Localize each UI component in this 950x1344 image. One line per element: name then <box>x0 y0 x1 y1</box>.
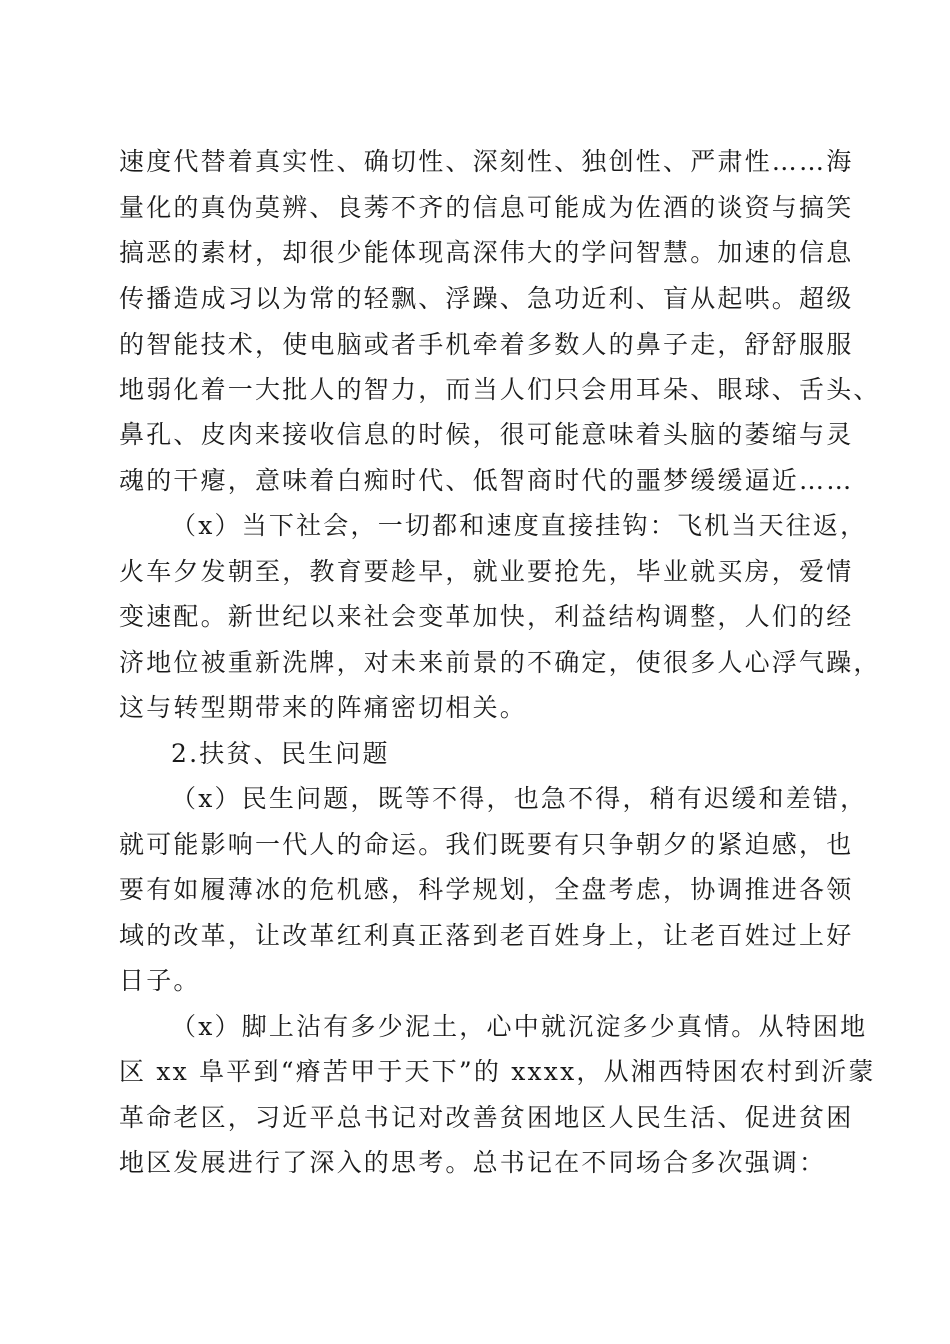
paragraph-line: 速度代替着真实性、确切性、深刻性、独创性、严肃性……海 <box>119 147 854 176</box>
paragraph-line: 区 xx 阜平到“瘠苦甲于天下”的 xxxx，从湘西特困农村到沂蒙 <box>119 1057 876 1086</box>
paragraph-line: 变速配。新世纪以来社会变革加快，利益结构调整，人们的经 <box>119 602 854 631</box>
paragraph-line: 鼻孔、皮肉来接收信息的时候，很可能意味着头脑的萎缩与灵 <box>119 420 854 449</box>
paragraph-line: 济地位被重新洗牌，对未来前景的不确定，使很多人心浮气躁， <box>119 648 881 677</box>
paragraph-line: 革命老区，习近平总书记对改善贫困地区人民生活、促进贫困 <box>119 1103 854 1132</box>
paragraph-line: 地区发展进行了深入的思考。总书记在不同场合多次强调： <box>119 1148 827 1177</box>
paragraph-line: 日子。 <box>119 966 201 995</box>
paragraph-line: 搞恶的素材，却很少能体现高深伟大的学问智慧。加速的信息 <box>119 238 854 267</box>
paragraph-line: 域的改革，让改革红利真正落到老百姓身上，让老百姓过上好 <box>119 921 854 950</box>
paragraph-line: 量化的真伪莫辨、良莠不齐的信息可能成为佐酒的谈资与搞笑 <box>119 193 854 222</box>
section-heading: 2.扶贫、民生问题 <box>171 739 390 768</box>
paragraph-line: 要有如履薄冰的危机感，科学规划，全盘考虑，协调推进各领 <box>119 875 854 904</box>
paragraph-line: 地弱化着一大批人的智力，而当人们只会用耳朵、眼球、舌头、 <box>119 375 881 404</box>
paragraph-line: 就可能影响一代人的命运。我们既要有只争朝夕的紧迫感，也 <box>119 830 854 859</box>
paragraph-line: 的智能技术，使电脑或者手机牵着多数人的鼻子走，舒舒服服 <box>119 330 854 359</box>
paragraph-line: 魂的干瘪，意味着白痴时代、低智商时代的噩梦缓缓逼近…… <box>119 466 854 495</box>
paragraph-line: 火车夕发朝至，教育要趁早，就业要抢先，毕业就买房，爱情 <box>119 557 854 586</box>
paragraph-line: 传播造成习以为常的轻飘、浮躁、急功近利、盲从起哄。超级 <box>119 284 854 313</box>
paragraph-line: 这与转型期带来的阵痛密切相关。 <box>119 693 528 722</box>
paragraph-line: （x）当下社会，一切都和速度直接挂钩：飞机当天往返， <box>171 511 868 540</box>
paragraph-line: （x）民生问题，既等不得，也急不得，稍有迟缓和差错， <box>171 784 868 813</box>
paragraph-line: （x）脚上沾有多少泥土，心中就沉淀多少真情。从特困地 <box>171 1012 868 1041</box>
